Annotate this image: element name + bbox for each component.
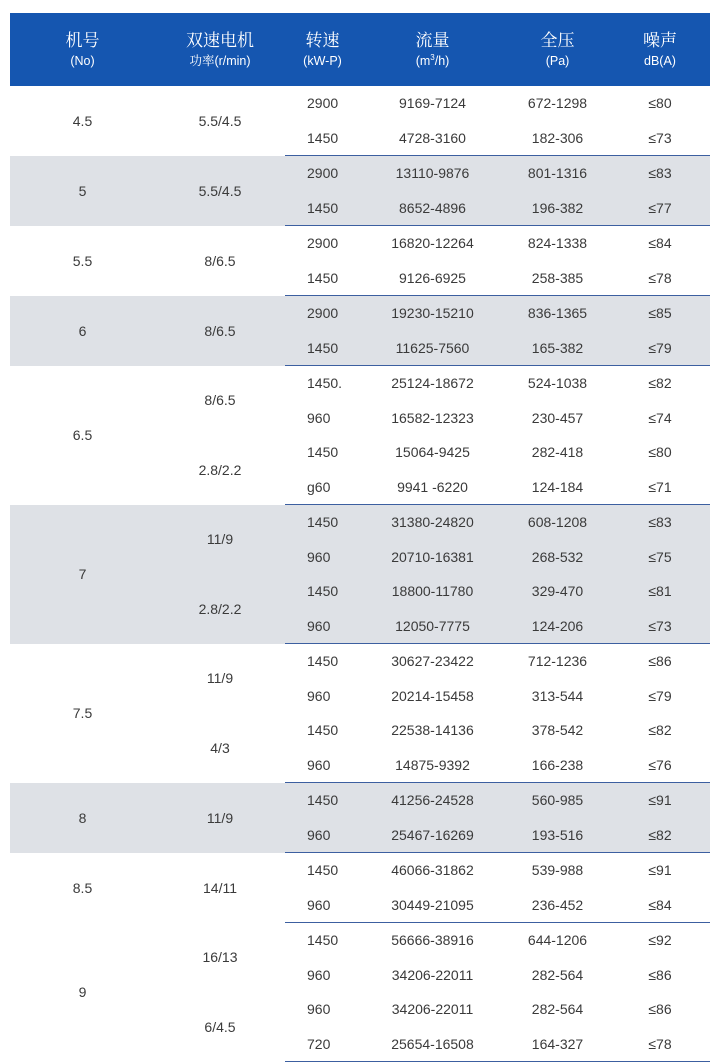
rotation-speed: 1450 (285, 121, 360, 156)
air-flow: 19230-15210 (360, 296, 505, 331)
total-pressure: 196-382 (505, 191, 610, 226)
model-number: 7 (10, 505, 155, 644)
table-row (10, 853, 710, 888)
total-pressure: 836-1365 (505, 296, 610, 331)
air-flow: 30449-21095 (360, 888, 505, 923)
header-speed-sub: (kW-P) (303, 53, 342, 68)
noise-level: ≤78 (610, 261, 710, 296)
header-model-sub: (No) (70, 53, 95, 68)
air-flow: 9941 -6220 (360, 470, 505, 505)
rotation-speed: 1450 (307, 444, 339, 461)
rotation-speed: 960 (307, 966, 331, 983)
rotation-speed: g60 (285, 470, 360, 505)
total-pressure: 166-238 (505, 748, 610, 783)
noise-level: ≤79 (610, 331, 710, 366)
noise-level: ≤79 (648, 687, 672, 704)
motor-power: 5.5/4.5 (155, 156, 285, 226)
total-pressure: 230-457 (531, 409, 584, 426)
rotation-speed: 2900 (285, 156, 360, 191)
rotation-speed: 2900 (307, 95, 339, 112)
motor-power: 11/9 (155, 783, 285, 853)
rotation-speed: 1450 (285, 331, 360, 366)
total-pressure: 801-1316 (505, 156, 610, 191)
total-pressure: 182-306 (505, 121, 610, 156)
rotation-speed: 960 (285, 888, 360, 923)
air-flow: 34206-22011 (391, 966, 474, 983)
noise-level: ≤83 (610, 156, 710, 191)
motor-power: 4/3 (210, 739, 230, 756)
total-pressure: 124-206 (505, 609, 610, 644)
motor-power: 11/9 (155, 505, 285, 575)
rotation-speed: 960 (285, 748, 360, 783)
motor-power: 2.8/2.2 (155, 574, 285, 644)
air-flow: 25124-18672 (391, 375, 474, 392)
noise-level: ≤77 (610, 191, 710, 226)
total-pressure: 539-988 (531, 862, 584, 879)
noise-level: ≤75 (610, 540, 710, 575)
noise-level: ≤85 (610, 296, 710, 331)
total-pressure: 236-452 (505, 888, 610, 923)
header-model-title: 机号 (65, 30, 100, 51)
header-flow-sub-post: /h) (434, 53, 450, 68)
rotation-speed: 1450 (285, 261, 360, 296)
air-flow: 4728-3160 (360, 121, 505, 156)
noise-level: ≤74 (648, 409, 672, 426)
rotation-speed: 1450 (285, 783, 360, 818)
air-flow: 14875-9392 (360, 748, 505, 783)
motor-power: 2.8/2.2 (198, 461, 242, 478)
total-pressure: 268-532 (505, 540, 610, 575)
noise-level: ≤83 (610, 505, 710, 540)
header-flow-title: 流量 (415, 30, 450, 51)
air-flow: 11625-7560 (360, 331, 505, 366)
total-pressure: 282-418 (531, 444, 584, 461)
header-speed-title: 转速 (305, 30, 340, 51)
model-number: 5.5 (72, 252, 93, 269)
rotation-speed: 960 (307, 1001, 331, 1018)
header-motor-sub: 功率(r/min) (189, 53, 251, 68)
rotation-speed: 1450 (307, 932, 339, 949)
motor-power: 6/4.5 (204, 1018, 236, 1035)
motor-power: 14/11 (203, 879, 237, 896)
header-motor (155, 13, 285, 86)
air-flow: 25654-16508 (360, 1027, 505, 1062)
rotation-speed: 1450 (285, 574, 360, 609)
total-pressure: 282-564 (531, 1001, 584, 1018)
air-flow: 9126-6925 (360, 261, 505, 296)
rotation-speed: 720 (285, 1027, 360, 1062)
fan-spec-table (10, 13, 710, 1062)
model-number: 6.5 (72, 427, 93, 443)
table-row (10, 505, 710, 540)
noise-level: ≤86 (648, 1001, 672, 1018)
model-number: 5 (10, 156, 155, 226)
noise-level: ≤78 (610, 1027, 710, 1062)
total-pressure: 329-470 (505, 574, 610, 609)
noise-level: ≤84 (648, 235, 672, 252)
total-pressure: 824-1338 (527, 235, 588, 252)
air-flow: 20710-16381 (360, 540, 505, 575)
air-flow: 9169-7124 (399, 95, 466, 112)
header-flow-sub-pre: (m (415, 53, 431, 68)
total-pressure: 165-382 (505, 331, 610, 366)
motor-power: 8/6.5 (155, 296, 285, 366)
air-flow: 16820-12264 (391, 235, 474, 252)
model-number: 8.5 (72, 879, 93, 896)
rotation-speed: 2900 (307, 235, 339, 252)
total-pressure: 258-385 (505, 261, 610, 296)
motor-power: 16/13 (202, 949, 238, 966)
air-flow: 46066-31862 (391, 862, 474, 879)
header-noise-title: 噪声 (643, 30, 677, 51)
rotation-speed: 960 (307, 687, 331, 704)
air-flow: 8652-4896 (360, 191, 505, 226)
noise-level: ≤82 (648, 375, 672, 392)
table-body (10, 86, 710, 1062)
header-pressure-sub: (Pa) (545, 53, 570, 68)
model-number: 8 (10, 783, 155, 853)
total-pressure: 712-1236 (527, 653, 588, 670)
table-row (10, 156, 710, 191)
noise-level: ≤82 (610, 818, 710, 853)
air-flow: 41256-24528 (360, 783, 505, 818)
noise-level: ≤91 (610, 783, 710, 818)
table-row (10, 226, 710, 261)
total-pressure: 608-1208 (505, 505, 610, 540)
air-flow: 30627-23422 (391, 653, 474, 670)
total-pressure: 672-1298 (527, 95, 588, 112)
header-noise (610, 13, 710, 86)
noise-level: ≤82 (648, 722, 672, 739)
motor-power: 11/9 (206, 670, 234, 687)
header-noise-sub: dB(A) (644, 53, 676, 68)
header-speed (285, 13, 360, 86)
air-flow: 13110-9876 (360, 156, 505, 191)
noise-level: ≤84 (610, 888, 710, 923)
noise-level: ≤91 (648, 862, 672, 879)
noise-level: ≤86 (648, 966, 672, 983)
header-motor-title: 双速电机 (186, 30, 254, 51)
rotation-speed: 1450 (285, 505, 360, 540)
air-flow: 22538-14136 (391, 722, 474, 739)
model-number: 4.5 (72, 112, 93, 129)
header-row (10, 13, 710, 86)
table-row (10, 296, 710, 331)
total-pressure: 644-1206 (527, 932, 588, 949)
noise-level: ≤92 (648, 932, 672, 949)
rotation-speed: 1450 (307, 862, 339, 879)
rotation-speed: 960 (285, 609, 360, 644)
header-flow-sub-sup: 3 (430, 52, 435, 62)
total-pressure: 313-544 (531, 687, 584, 704)
model-number: 9 (78, 984, 87, 1000)
rotation-speed: 960 (285, 540, 360, 575)
rotation-speed: 1450 (307, 722, 339, 739)
air-flow: 56666-38916 (391, 932, 474, 949)
motor-power: 5.5/4.5 (198, 112, 242, 129)
header-pressure-title: 全压 (540, 30, 575, 51)
motor-power: 8/6.5 (204, 252, 236, 269)
noise-level: ≤73 (610, 609, 710, 644)
total-pressure: 124-184 (505, 470, 610, 505)
rotation-speed: 1450. (307, 375, 343, 392)
noise-level: ≤80 (648, 444, 672, 461)
table-row (10, 783, 710, 818)
motor-power: 8/6.5 (204, 392, 236, 409)
air-flow: 25467-16269 (360, 818, 505, 853)
table-header (10, 13, 710, 86)
table-row (10, 923, 710, 958)
table-row (10, 366, 710, 401)
total-pressure: 282-564 (531, 966, 584, 983)
rotation-speed: 960 (307, 409, 331, 426)
total-pressure: 560-985 (505, 783, 610, 818)
header-pressure (505, 13, 610, 86)
total-pressure: 193-516 (505, 818, 610, 853)
rotation-speed: 1450 (307, 653, 339, 670)
total-pressure: 164-327 (505, 1027, 610, 1062)
model-number: 7.5 (72, 705, 93, 721)
total-pressure: 378-542 (531, 722, 584, 739)
air-flow: 15064-9425 (395, 444, 470, 461)
air-flow: 16582-12323 (391, 409, 474, 426)
header-model (10, 13, 155, 86)
noise-level: ≤76 (610, 748, 710, 783)
model-number: 6 (10, 296, 155, 366)
header-flow-sub (360, 52, 505, 70)
noise-level: ≤86 (648, 653, 672, 670)
noise-level: ≤81 (610, 574, 710, 609)
noise-level: ≤73 (610, 121, 710, 156)
air-flow: 20214-15458 (391, 687, 474, 704)
air-flow: 18800-11780 (360, 574, 505, 609)
rotation-speed: 960 (285, 818, 360, 853)
header-flow (360, 13, 505, 86)
total-pressure: 524-1038 (527, 375, 588, 392)
noise-level: ≤71 (610, 470, 710, 505)
table-row (10, 644, 710, 679)
air-flow: 31380-24820 (360, 505, 505, 540)
table-row (10, 86, 710, 121)
noise-level: ≤80 (648, 95, 672, 112)
rotation-speed: 1450 (285, 191, 360, 226)
rotation-speed: 2900 (285, 296, 360, 331)
air-flow: 34206-22011 (391, 1001, 474, 1018)
air-flow: 12050-7775 (360, 609, 505, 644)
